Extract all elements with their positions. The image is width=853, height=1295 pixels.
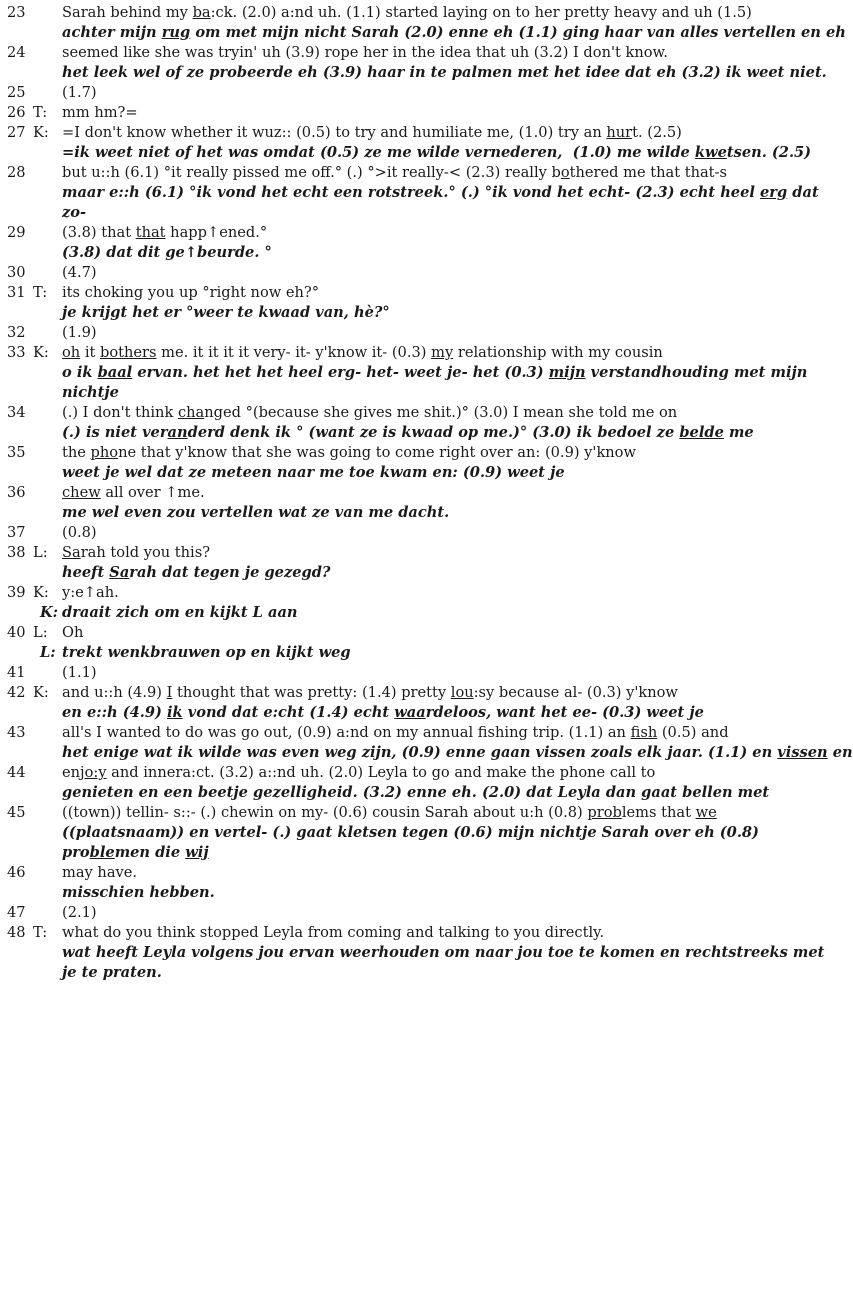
line-number: 36: [7, 484, 26, 501]
speaker: T:: [33, 284, 48, 301]
translation: problemen die wij: [62, 844, 209, 861]
utterance: (1.7): [62, 84, 97, 101]
utterance: Sarah told you this?: [62, 544, 211, 561]
translation: o ik baal ervan. het het het heel erg- het- weet je- het (0.3) mijn verstandhouding met mijn: [62, 364, 808, 381]
translation: wat heeft Leyla volgens jou ervan weerhouden om naar jou toe te komen en rechtstreeks met: [62, 944, 825, 961]
utterance: (1.1): [62, 664, 97, 681]
line-number: 29: [7, 224, 26, 241]
utterance: y:e↑ah.: [62, 584, 119, 601]
line-number: 48: [7, 924, 26, 941]
utterance: (1.9): [62, 324, 97, 341]
line-number: 40: [7, 624, 26, 641]
line-number: 44: [7, 764, 26, 781]
translation: achter mijn rug om met mijn nicht Sarah (2.0) enne eh (1.1) ging haar van alles vertellen en eh: [62, 24, 846, 41]
utterance: oh it bothers me. it it it it very- it- y'know it- (0.3) my relationship with my cousin: [62, 344, 663, 361]
utterance: its choking you up °right now eh?°: [62, 284, 320, 301]
utterance: all's I wanted to do was go out, (0.9) a:nd on my annual fishing trip. (1.1) an fish (0.5) and: [62, 724, 729, 741]
utterance: (3.8) that that happ↑ened.°: [62, 224, 268, 241]
line-number: 30: [7, 264, 26, 281]
line-number: 38: [7, 544, 26, 561]
line-number: 39: [7, 584, 26, 601]
stage-direction: draait zich om en kijkt L aan: [62, 604, 298, 621]
stage-direction: trekt wenkbrauwen op en kijkt weg: [62, 644, 351, 661]
utterance: (.) I don't think changed °(because she gives me shit.)° (3.0) I mean she told me on: [62, 404, 678, 421]
speaker: L:: [33, 544, 48, 561]
line-number: 34: [7, 404, 26, 421]
line-number: 47: [7, 904, 26, 921]
translation: genieten en een beetje gezelligheid. (3.2) enne eh. (2.0) dat Leyla dan gaat bellen met: [62, 784, 770, 801]
translation: maar e::h (6.1) °ik vond het echt een rotstreek.° (.) °ik vond het echt- (2.3) echt heel erg dat: [62, 184, 819, 201]
utterance: Oh: [62, 624, 84, 641]
utterance: and u::h (4.9) I thought that was pretty: (1.4) pretty lou:sy because al- (0.3) y'know: [62, 684, 678, 701]
speaker: T:: [33, 104, 48, 121]
line-number: 43: [7, 724, 26, 741]
line-number: 32: [7, 324, 26, 341]
speaker: K:: [33, 584, 49, 601]
translation: heeft Sarah dat tegen je gezegd?: [62, 564, 331, 581]
line-number: 46: [7, 864, 26, 881]
translation: je krijgt het er °weer te kwaad van, hè?°: [62, 304, 390, 321]
translation: nichtje: [62, 384, 119, 401]
line-number: 35: [7, 444, 26, 461]
utterance: (4.7): [62, 264, 97, 281]
speaker: L:: [33, 624, 48, 641]
utterance: =I don't know whether it wuz:: (0.5) to try and humiliate me, (1.0) try an hurt. (2.5): [62, 124, 682, 141]
translation: =ik weet niet of het was omdat (0.5) ze me wilde vernederen, (1.0) me wilde kwetsen. (2.5): [62, 144, 812, 161]
utterance: (0.8): [62, 524, 97, 541]
translation: ((plaatsnaam)) en vertel- (.) gaat kletsen tegen (0.6) mijn nichtje Sarah over eh (0.8): [62, 824, 759, 841]
utterance: but u::h (6.1) °it really pissed me off.° (.) °>it really-< (2.3) really bothered me that that-s: [62, 164, 727, 181]
utterance: (2.1): [62, 904, 97, 921]
line-number: 27: [7, 124, 26, 141]
translation: het enige wat ik wilde was even weg zijn, (0.9) enne gaan vissen zoals elk jaar. (1.1) en vissen en: [62, 744, 853, 761]
line-number: 33: [7, 344, 26, 361]
stage-speaker: K:: [40, 604, 59, 621]
utterance: what do you think stopped Leyla from coming and talking to you directly.: [62, 924, 605, 941]
line-number: 24: [7, 44, 26, 61]
utterance: chew all over ↑me.: [62, 484, 205, 501]
translation: en e::h (4.9) ik vond dat e:cht (1.4) echt waardeloos, want het ee- (0.3) weet je: [62, 704, 704, 721]
translation: weet je wel dat ze meteen naar me toe kwam en: (0.9) weet je: [62, 464, 565, 481]
utterance: enjo:y and innera:ct. (3.2) a::nd uh. (2.0) Leyla to go and make the phone call to: [62, 764, 656, 781]
line-number: 37: [7, 524, 26, 541]
utterance: Sarah behind my ba:ck. (2.0) a:nd uh. (1.1) started laying on to her pretty heavy and uh (1.5): [62, 4, 752, 21]
utterance: seemed like she was tryin' uh (3.9) rope her in the idea that uh (3.2) I don't know.: [62, 44, 668, 61]
line-number: 45: [7, 804, 26, 821]
translation: (3.8) dat dit ge↑beurde. °: [62, 244, 272, 261]
line-number: 31: [7, 284, 26, 301]
utterance: may have.: [62, 864, 138, 881]
translation: het leek wel of ze probeerde eh (3.9) haar in te palmen met het idee dat eh (3.2) ik weet niet.: [62, 64, 827, 81]
line-number: 25: [7, 84, 26, 101]
speaker: K:: [33, 344, 49, 361]
speaker: K:: [33, 684, 49, 701]
utterance: mm hm?=: [62, 104, 138, 121]
stage-speaker: L:: [40, 644, 56, 661]
line-number: 26: [7, 104, 26, 121]
speaker: K:: [33, 124, 49, 141]
translation: me wel even zou vertellen wat ze van me dacht.: [62, 504, 450, 521]
utterance: the phone that y'know that she was going to come right over an: (0.9) y'know: [62, 444, 636, 461]
line-number: 41: [7, 664, 26, 681]
speaker: T:: [33, 924, 48, 941]
translation: (.) is niet veranderd denk ik ° (want ze is kwaad op me.)° (3.0) ik bedoel ze belde me: [62, 424, 754, 441]
translation: misschien hebben.: [62, 884, 215, 901]
translation: je te praten.: [62, 964, 162, 981]
line-number: 23: [7, 4, 26, 21]
line-number: 28: [7, 164, 26, 181]
utterance: ((town)) tellin- s::- (.) chewin on my- (0.6) cousin Sarah about u:h (0.8) problems that we: [62, 804, 717, 821]
line-number: 42: [7, 684, 26, 701]
translation: zo-: [62, 204, 87, 221]
